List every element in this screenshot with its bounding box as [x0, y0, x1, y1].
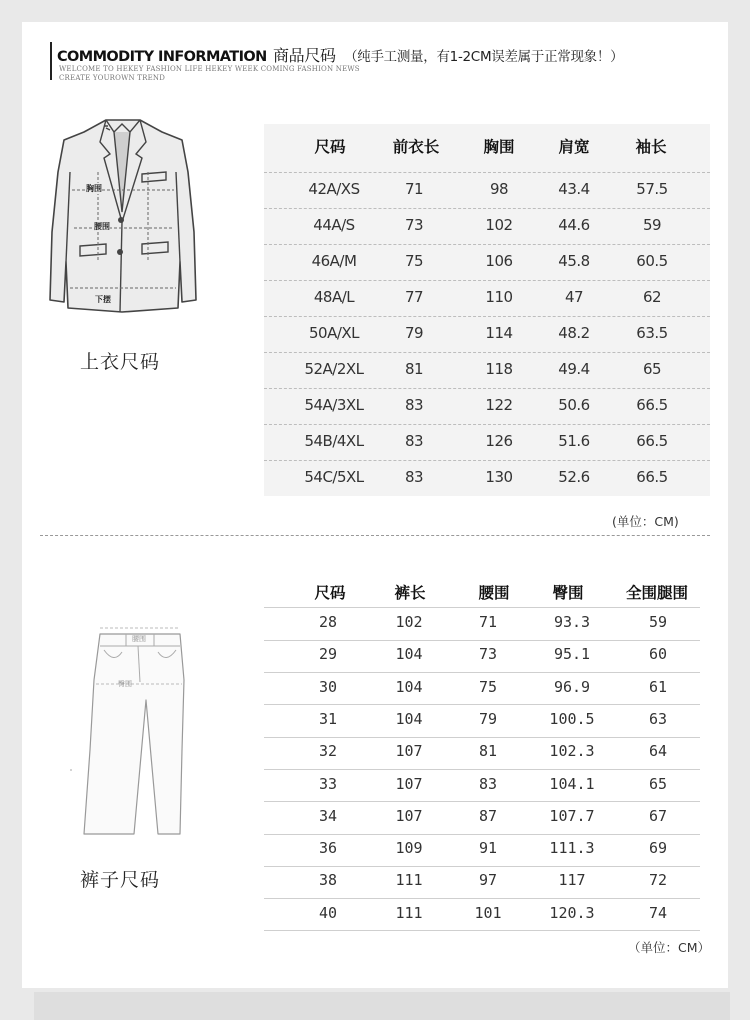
table-cell: 66.5	[636, 468, 668, 486]
measurement-note: （纯手工测量，有1-2CM误差属于正常现象！）	[344, 49, 624, 65]
table-cell: 79	[404, 324, 424, 342]
table-cell: 36	[318, 839, 338, 858]
table-cell: 48.2	[558, 324, 590, 342]
bottom-strip	[34, 992, 730, 1020]
table-cell: 75	[404, 252, 424, 270]
table-cell: 117	[558, 871, 586, 890]
header-subtitle	[59, 65, 360, 83]
table-cell: 98	[489, 180, 509, 198]
table-cell: 83	[404, 468, 424, 486]
row-divider	[264, 704, 700, 705]
table-cell: 33	[318, 774, 338, 793]
table-cell: 122	[485, 396, 513, 414]
table-cell: 38	[318, 871, 338, 890]
table-cell: 87	[478, 806, 498, 825]
jacket-label-hem: 下摆	[95, 295, 111, 304]
table-cell: 130	[485, 468, 513, 486]
table-cell: 77	[404, 288, 424, 306]
table-cell: 46A/M	[311, 252, 357, 270]
table-cell: 81	[478, 742, 498, 761]
column-header: 前衣长	[392, 138, 440, 156]
row-divider	[264, 672, 700, 673]
pants-label-hip: 臀围	[118, 680, 132, 688]
table-cell: 100.5	[549, 709, 595, 728]
table-cell: 102	[485, 216, 513, 234]
table-cell: 97	[478, 871, 498, 890]
table-cell: 126	[485, 432, 513, 450]
jacket-label-chest: 胸围	[86, 184, 102, 193]
table-cell: 104	[395, 709, 423, 728]
table-cell: 107	[395, 806, 423, 825]
table-cell: 48A/L	[313, 288, 355, 306]
row-divider	[264, 737, 700, 738]
table-cell: 107	[395, 742, 423, 761]
table-cell: 43.4	[558, 180, 590, 198]
table-cell: 51.6	[558, 432, 590, 450]
table-cell: 50A/XL	[308, 324, 360, 342]
jacket-caption: 上衣尺码	[80, 351, 161, 373]
column-header: 裤长	[394, 584, 426, 602]
row-divider	[264, 898, 700, 899]
pants-caption: 裤子尺码	[80, 869, 161, 891]
table-cell: 66.5	[636, 432, 668, 450]
table-cell: 110	[485, 288, 513, 306]
table-cell: 65	[642, 360, 662, 378]
table-cell: 64	[648, 742, 668, 761]
pants-unit-label: （单位：CM）	[628, 940, 711, 955]
table-cell: 93.3	[553, 613, 591, 631]
table-cell: 50.6	[558, 396, 590, 414]
table-cell: 44A/S	[313, 216, 355, 234]
table-cell: 42A/XS	[308, 180, 360, 198]
table-cell: 111	[395, 903, 423, 922]
table-cell: 71	[478, 613, 498, 631]
table-cell: 91	[478, 839, 498, 858]
table-cell: 34	[318, 806, 338, 825]
table-cell: 47	[564, 288, 584, 306]
table-cell: 63	[648, 709, 668, 728]
table-cell: 109	[395, 839, 423, 858]
table-cell: 57.5	[636, 180, 668, 198]
row-divider	[264, 930, 700, 931]
table-cell: 81	[404, 360, 424, 378]
table-cell: 54B/4XL	[304, 432, 364, 450]
row-divider	[264, 769, 700, 770]
table-cell: 104.1	[549, 774, 595, 793]
table-cell: 69	[648, 839, 668, 858]
column-header: 全围腿围	[625, 584, 689, 602]
row-divider	[264, 280, 710, 281]
row-divider	[264, 607, 700, 608]
table-cell: 73	[478, 645, 498, 664]
table-cell: 60	[648, 645, 668, 664]
row-divider	[264, 244, 710, 245]
table-cell: 28	[318, 613, 338, 631]
table-cell: 107.7	[549, 806, 595, 825]
table-cell: 83	[404, 396, 424, 414]
column-header: 袖长	[635, 138, 667, 156]
page-title	[57, 43, 623, 66]
table-cell: 44.6	[558, 216, 590, 234]
row-divider	[264, 352, 710, 353]
title-english: COMMODITY INFORMATION	[57, 49, 267, 65]
table-cell: 114	[485, 324, 513, 342]
column-header: 臀围	[552, 584, 584, 602]
table-cell: 72	[648, 871, 668, 890]
row-divider	[264, 801, 700, 802]
header-accent-bar	[50, 42, 52, 80]
column-header: 肩宽	[558, 138, 590, 156]
table-cell: 32	[318, 742, 338, 761]
table-cell: 54A/3XL	[304, 396, 364, 414]
table-cell: 59	[642, 216, 662, 234]
column-header: 腰围	[478, 584, 510, 602]
column-header: 尺码	[314, 584, 346, 602]
row-divider	[264, 316, 710, 317]
title-chinese: 商品尺码	[272, 46, 336, 65]
table-cell: 83	[404, 432, 424, 450]
table-cell: 102	[395, 613, 423, 631]
table-cell: 96.9	[553, 677, 591, 696]
table-cell: 45.8	[558, 252, 590, 270]
pants-illustration	[70, 620, 200, 840]
table-cell: 71	[404, 180, 424, 198]
table-cell: 31	[318, 709, 338, 728]
table-cell: 67	[648, 806, 668, 825]
table-cell: 95.1	[553, 645, 591, 664]
column-header: 胸围	[483, 138, 515, 156]
row-divider	[264, 460, 710, 461]
jacket-illustration	[44, 112, 204, 320]
table-cell: 120.3	[549, 903, 595, 922]
table-cell: 104	[395, 645, 423, 664]
table-cell: 61	[648, 677, 668, 696]
column-header: 尺码	[314, 138, 346, 156]
table-cell: 40	[318, 903, 338, 922]
table-cell: 74	[648, 903, 668, 922]
table-cell: 30	[318, 677, 338, 696]
row-divider	[264, 208, 710, 209]
table-cell: 73	[404, 216, 424, 234]
table-cell: 83	[478, 774, 498, 793]
table-cell: 118	[485, 360, 513, 378]
table-cell: 104	[395, 677, 423, 696]
jacket-unit-label: (单位：CM)	[612, 514, 679, 529]
table-cell: 111.3	[549, 839, 595, 858]
table-cell: 29	[318, 645, 338, 664]
section-divider	[40, 535, 710, 536]
table-cell: 111	[395, 871, 423, 890]
table-cell: 60.5	[636, 252, 668, 270]
pants-size-table	[264, 578, 700, 936]
row-divider	[264, 172, 710, 173]
jacket-size-table	[264, 124, 710, 496]
table-cell: 102.3	[549, 742, 595, 761]
table-cell: 101	[474, 903, 502, 922]
table-cell: 49.4	[558, 360, 590, 378]
subtitle-line-2: CREATE YOUROWN TREND	[59, 74, 166, 82]
table-cell: 75	[478, 677, 498, 696]
table-cell: 62	[642, 288, 662, 306]
table-cell: 79	[478, 709, 498, 728]
table-cell: 106	[485, 252, 513, 270]
table-cell: 52A/2XL	[304, 360, 364, 378]
table-cell: 65	[648, 774, 668, 793]
table-cell: 107	[395, 774, 423, 793]
table-cell: 59	[648, 613, 668, 631]
table-cell: 52.6	[558, 468, 590, 486]
table-cell: 63.5	[636, 324, 668, 342]
row-divider	[264, 834, 700, 835]
subtitle-line-1: WELCOME TO HEKEY FASHION LIFE HEKEY WEEK COMING FASHION NEWS	[59, 65, 360, 73]
row-divider	[264, 640, 700, 641]
row-divider	[264, 866, 700, 867]
row-divider	[264, 388, 710, 389]
jacket-label-waist: 腰围	[94, 222, 110, 231]
pants-label-waist: 腰围	[132, 635, 146, 643]
row-divider	[264, 424, 710, 425]
table-cell: 54C/5XL	[304, 468, 364, 486]
table-cell: 66.5	[636, 396, 668, 414]
